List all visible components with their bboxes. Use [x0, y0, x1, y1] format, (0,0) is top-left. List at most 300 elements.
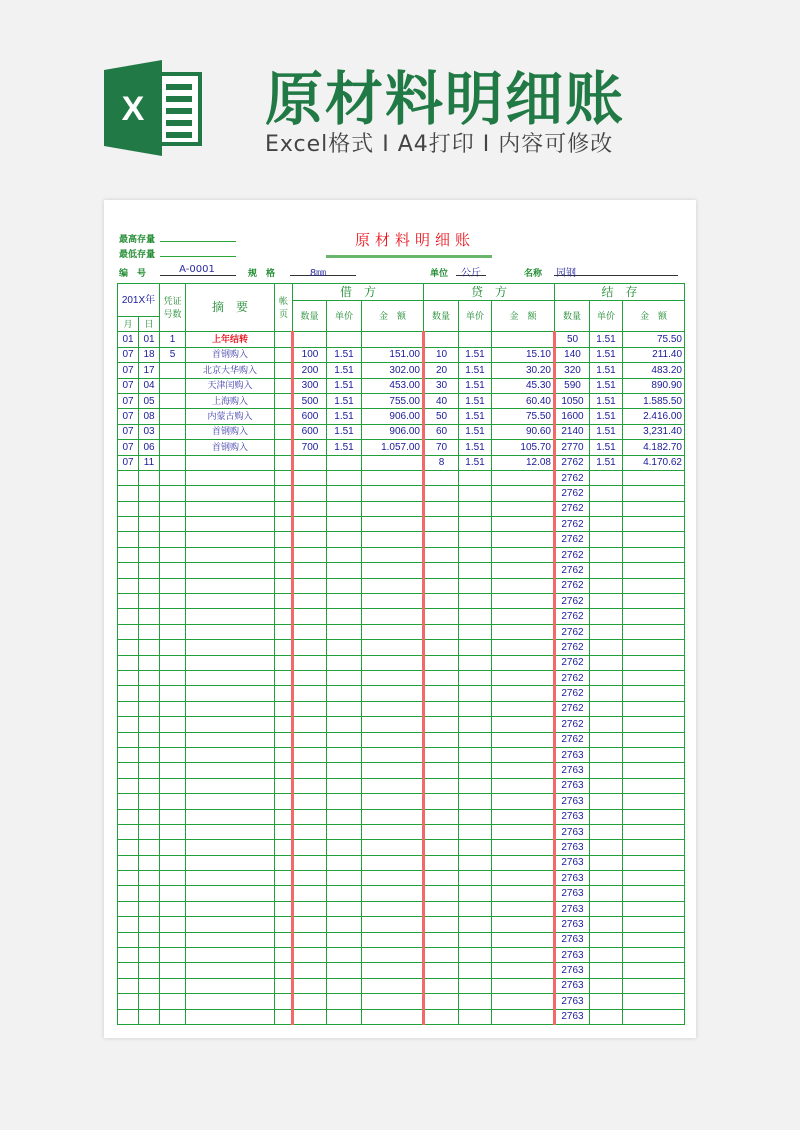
- cell-debit-amount[interactable]: 906.00: [362, 409, 424, 424]
- cell-month[interactable]: [118, 594, 139, 609]
- cell-summary[interactable]: [186, 624, 275, 639]
- cell-voucher[interactable]: [160, 686, 186, 701]
- cell-credit-amount[interactable]: [492, 871, 555, 886]
- cell-credit-amount[interactable]: [492, 948, 555, 963]
- cell-month[interactable]: [118, 532, 139, 547]
- cell-credit-qty[interactable]: [424, 578, 459, 593]
- cell-debit-qty[interactable]: [293, 455, 327, 470]
- cell-page[interactable]: [275, 655, 293, 670]
- cell-balance-price[interactable]: [590, 886, 623, 901]
- cell-balance-price[interactable]: [590, 578, 623, 593]
- cell-day[interactable]: 03: [139, 424, 160, 439]
- cell-balance-qty[interactable]: 2140: [555, 424, 590, 439]
- cell-month[interactable]: [118, 501, 139, 516]
- cell-summary[interactable]: [186, 501, 275, 516]
- cell-debit-qty[interactable]: 200: [293, 363, 327, 378]
- cell-credit-amount[interactable]: 90.60: [492, 424, 555, 439]
- cell-voucher[interactable]: [160, 747, 186, 762]
- cell-debit-amount[interactable]: [362, 532, 424, 547]
- cell-balance-amount[interactable]: 2.416.00: [623, 409, 685, 424]
- cell-summary[interactable]: [186, 1009, 275, 1024]
- cell-summary[interactable]: [186, 470, 275, 485]
- cell-day[interactable]: 18: [139, 347, 160, 362]
- cell-voucher[interactable]: 1: [160, 332, 186, 347]
- cell-balance-price[interactable]: [590, 963, 623, 978]
- cell-balance-amount[interactable]: [623, 670, 685, 685]
- cell-debit-price[interactable]: [327, 963, 362, 978]
- cell-balance-qty[interactable]: 1600: [555, 409, 590, 424]
- cell-credit-qty[interactable]: 70: [424, 440, 459, 455]
- cell-debit-price[interactable]: 1.51: [327, 409, 362, 424]
- cell-credit-price[interactable]: [459, 978, 492, 993]
- cell-balance-amount[interactable]: [623, 886, 685, 901]
- cell-credit-amount[interactable]: [492, 717, 555, 732]
- cell-summary[interactable]: [186, 594, 275, 609]
- cell-summary[interactable]: [186, 532, 275, 547]
- cell-balance-qty[interactable]: 2762: [555, 732, 590, 747]
- cell-voucher[interactable]: [160, 440, 186, 455]
- cell-day[interactable]: 04: [139, 378, 160, 393]
- cell-debit-amount[interactable]: [362, 901, 424, 916]
- cell-summary[interactable]: [186, 609, 275, 624]
- cell-summary[interactable]: [186, 563, 275, 578]
- cell-voucher[interactable]: [160, 932, 186, 947]
- cell-day[interactable]: 11: [139, 455, 160, 470]
- cell-day[interactable]: [139, 932, 160, 947]
- cell-balance-price[interactable]: [590, 640, 623, 655]
- cell-debit-amount[interactable]: [362, 655, 424, 670]
- cell-credit-amount[interactable]: [492, 855, 555, 870]
- cell-credit-price[interactable]: [459, 686, 492, 701]
- cell-page[interactable]: [275, 963, 293, 978]
- cell-balance-amount[interactable]: [623, 717, 685, 732]
- cell-credit-price[interactable]: 1.51: [459, 363, 492, 378]
- cell-summary[interactable]: 上海购入: [186, 393, 275, 408]
- cell-debit-amount[interactable]: [362, 824, 424, 839]
- cell-balance-qty[interactable]: 590: [555, 378, 590, 393]
- cell-credit-amount[interactable]: [492, 901, 555, 916]
- cell-voucher[interactable]: [160, 901, 186, 916]
- cell-day[interactable]: [139, 840, 160, 855]
- cell-balance-amount[interactable]: 211.40: [623, 347, 685, 362]
- cell-debit-price[interactable]: [327, 501, 362, 516]
- cell-page[interactable]: [275, 917, 293, 932]
- cell-balance-qty[interactable]: 2762: [555, 670, 590, 685]
- cell-debit-qty[interactable]: [293, 501, 327, 516]
- cell-debit-qty[interactable]: [293, 824, 327, 839]
- cell-debit-price[interactable]: [327, 609, 362, 624]
- cell-debit-amount[interactable]: [362, 517, 424, 532]
- cell-summary[interactable]: [186, 655, 275, 670]
- cell-summary[interactable]: [186, 917, 275, 932]
- cell-debit-price[interactable]: [327, 932, 362, 947]
- cell-balance-qty[interactable]: 2762: [555, 717, 590, 732]
- cell-debit-amount[interactable]: [362, 978, 424, 993]
- cell-debit-price[interactable]: [327, 901, 362, 916]
- cell-debit-amount[interactable]: [362, 855, 424, 870]
- cell-debit-amount[interactable]: [362, 701, 424, 716]
- cell-month[interactable]: 07: [118, 424, 139, 439]
- cell-credit-price[interactable]: [459, 732, 492, 747]
- cell-page[interactable]: [275, 948, 293, 963]
- cell-page[interactable]: [275, 547, 293, 562]
- cell-month[interactable]: [118, 855, 139, 870]
- cell-page[interactable]: [275, 717, 293, 732]
- cell-summary[interactable]: [186, 717, 275, 732]
- cell-day[interactable]: 05: [139, 393, 160, 408]
- cell-balance-qty[interactable]: 2763: [555, 917, 590, 932]
- cell-voucher[interactable]: [160, 978, 186, 993]
- cell-credit-amount[interactable]: [492, 655, 555, 670]
- cell-balance-amount[interactable]: 483.20: [623, 363, 685, 378]
- cell-voucher[interactable]: [160, 871, 186, 886]
- cell-debit-amount[interactable]: [362, 717, 424, 732]
- cell-debit-qty[interactable]: [293, 670, 327, 685]
- cell-credit-amount[interactable]: [492, 701, 555, 716]
- cell-voucher[interactable]: [160, 809, 186, 824]
- cell-balance-amount[interactable]: [623, 1009, 685, 1024]
- cell-balance-qty[interactable]: 2763: [555, 978, 590, 993]
- cell-summary[interactable]: [186, 778, 275, 793]
- cell-voucher[interactable]: [160, 594, 186, 609]
- cell-debit-amount[interactable]: 453.00: [362, 378, 424, 393]
- cell-debit-amount[interactable]: 1.057.00: [362, 440, 424, 455]
- cell-credit-qty[interactable]: [424, 794, 459, 809]
- cell-page[interactable]: [275, 393, 293, 408]
- cell-debit-price[interactable]: 1.51: [327, 440, 362, 455]
- cell-credit-amount[interactable]: [492, 778, 555, 793]
- cell-credit-qty[interactable]: [424, 778, 459, 793]
- cell-credit-price[interactable]: [459, 563, 492, 578]
- cell-voucher[interactable]: [160, 455, 186, 470]
- cell-summary[interactable]: [186, 517, 275, 532]
- cell-summary[interactable]: [186, 932, 275, 947]
- cell-page[interactable]: [275, 871, 293, 886]
- cell-balance-qty[interactable]: 140: [555, 347, 590, 362]
- cell-balance-price[interactable]: 1.51: [590, 424, 623, 439]
- cell-voucher[interactable]: [160, 717, 186, 732]
- cell-balance-price[interactable]: [590, 470, 623, 485]
- cell-month[interactable]: [118, 948, 139, 963]
- cell-voucher[interactable]: [160, 563, 186, 578]
- cell-page[interactable]: [275, 424, 293, 439]
- cell-balance-price[interactable]: [590, 994, 623, 1009]
- cell-page[interactable]: [275, 624, 293, 639]
- cell-month[interactable]: [118, 763, 139, 778]
- cell-balance-amount[interactable]: [623, 594, 685, 609]
- cell-balance-amount[interactable]: [623, 963, 685, 978]
- cell-summary[interactable]: [186, 455, 275, 470]
- cell-page[interactable]: [275, 347, 293, 362]
- cell-debit-amount[interactable]: [362, 917, 424, 932]
- cell-debit-price[interactable]: [327, 717, 362, 732]
- cell-day[interactable]: [139, 948, 160, 963]
- cell-credit-amount[interactable]: 105.70: [492, 440, 555, 455]
- cell-credit-amount[interactable]: 45.30: [492, 378, 555, 393]
- cell-debit-amount[interactable]: [362, 809, 424, 824]
- cell-debit-price[interactable]: [327, 486, 362, 501]
- cell-balance-qty[interactable]: 2762: [555, 517, 590, 532]
- cell-credit-price[interactable]: [459, 840, 492, 855]
- cell-credit-amount[interactable]: [492, 1009, 555, 1024]
- cell-balance-price[interactable]: [590, 901, 623, 916]
- cell-balance-qty[interactable]: 2762: [555, 578, 590, 593]
- cell-month[interactable]: [118, 978, 139, 993]
- cell-page[interactable]: [275, 855, 293, 870]
- cell-day[interactable]: [139, 532, 160, 547]
- cell-page[interactable]: [275, 594, 293, 609]
- cell-balance-qty[interactable]: 2762: [555, 686, 590, 701]
- cell-debit-amount[interactable]: [362, 840, 424, 855]
- cell-debit-qty[interactable]: [293, 855, 327, 870]
- cell-balance-amount[interactable]: [623, 732, 685, 747]
- cell-credit-qty[interactable]: [424, 917, 459, 932]
- cell-debit-qty[interactable]: [293, 778, 327, 793]
- cell-debit-qty[interactable]: [293, 794, 327, 809]
- cell-credit-qty[interactable]: [424, 501, 459, 516]
- cell-credit-price[interactable]: [459, 901, 492, 916]
- cell-debit-qty[interactable]: [293, 932, 327, 947]
- cell-balance-amount[interactable]: [623, 578, 685, 593]
- cell-page[interactable]: [275, 455, 293, 470]
- cell-balance-price[interactable]: [590, 670, 623, 685]
- cell-page[interactable]: [275, 686, 293, 701]
- cell-balance-price[interactable]: [590, 778, 623, 793]
- cell-credit-qty[interactable]: [424, 855, 459, 870]
- cell-credit-amount[interactable]: [492, 578, 555, 593]
- cell-voucher[interactable]: [160, 763, 186, 778]
- cell-credit-qty[interactable]: [424, 609, 459, 624]
- cell-credit-qty[interactable]: 50: [424, 409, 459, 424]
- cell-credit-qty[interactable]: 20: [424, 363, 459, 378]
- cell-summary[interactable]: 天津闰购入: [186, 378, 275, 393]
- cell-balance-qty[interactable]: 320: [555, 363, 590, 378]
- cell-day[interactable]: [139, 732, 160, 747]
- cell-debit-price[interactable]: [327, 701, 362, 716]
- cell-month[interactable]: 07: [118, 393, 139, 408]
- cell-credit-amount[interactable]: [492, 747, 555, 762]
- cell-page[interactable]: [275, 517, 293, 532]
- cell-credit-qty[interactable]: [424, 717, 459, 732]
- cell-credit-price[interactable]: [459, 1009, 492, 1024]
- cell-credit-amount[interactable]: [492, 332, 555, 347]
- cell-day[interactable]: [139, 686, 160, 701]
- cell-credit-qty[interactable]: [424, 886, 459, 901]
- cell-debit-qty[interactable]: [293, 840, 327, 855]
- cell-summary[interactable]: [186, 763, 275, 778]
- cell-debit-qty[interactable]: [293, 978, 327, 993]
- cell-credit-price[interactable]: [459, 594, 492, 609]
- cell-page[interactable]: [275, 794, 293, 809]
- cell-summary[interactable]: [186, 747, 275, 762]
- cell-balance-price[interactable]: [590, 932, 623, 947]
- cell-credit-price[interactable]: [459, 778, 492, 793]
- cell-credit-qty[interactable]: [424, 486, 459, 501]
- cell-month[interactable]: [118, 794, 139, 809]
- cell-debit-qty[interactable]: [293, 701, 327, 716]
- cell-day[interactable]: [139, 871, 160, 886]
- cell-debit-price[interactable]: [327, 978, 362, 993]
- cell-balance-qty[interactable]: 2763: [555, 932, 590, 947]
- cell-balance-amount[interactable]: 4.170.62: [623, 455, 685, 470]
- cell-debit-price[interactable]: [327, 886, 362, 901]
- cell-credit-amount[interactable]: [492, 563, 555, 578]
- cell-voucher[interactable]: [160, 624, 186, 639]
- cell-credit-amount[interactable]: 12.08: [492, 455, 555, 470]
- cell-page[interactable]: [275, 701, 293, 716]
- cell-credit-qty[interactable]: [424, 655, 459, 670]
- cell-summary[interactable]: [186, 886, 275, 901]
- cell-day[interactable]: [139, 763, 160, 778]
- cell-credit-amount[interactable]: [492, 824, 555, 839]
- cell-debit-qty[interactable]: [293, 948, 327, 963]
- cell-debit-amount[interactable]: [362, 547, 424, 562]
- cell-credit-amount[interactable]: 60.40: [492, 393, 555, 408]
- cell-balance-price[interactable]: [590, 948, 623, 963]
- cell-credit-amount[interactable]: [492, 609, 555, 624]
- cell-page[interactable]: [275, 378, 293, 393]
- cell-debit-qty[interactable]: [293, 1009, 327, 1024]
- cell-summary[interactable]: [186, 670, 275, 685]
- cell-page[interactable]: [275, 578, 293, 593]
- cell-balance-qty[interactable]: 2763: [555, 809, 590, 824]
- cell-month[interactable]: [118, 517, 139, 532]
- cell-month[interactable]: [118, 624, 139, 639]
- cell-day[interactable]: [139, 655, 160, 670]
- cell-debit-amount[interactable]: [362, 1009, 424, 1024]
- cell-debit-amount[interactable]: [362, 778, 424, 793]
- cell-voucher[interactable]: [160, 886, 186, 901]
- cell-day[interactable]: [139, 886, 160, 901]
- cell-balance-amount[interactable]: [623, 994, 685, 1009]
- cell-day[interactable]: [139, 978, 160, 993]
- cell-credit-price[interactable]: [459, 717, 492, 732]
- cell-credit-price[interactable]: [459, 824, 492, 839]
- cell-month[interactable]: [118, 609, 139, 624]
- cell-day[interactable]: [139, 901, 160, 916]
- cell-debit-price[interactable]: [327, 994, 362, 1009]
- cell-page[interactable]: [275, 440, 293, 455]
- cell-balance-price[interactable]: [590, 855, 623, 870]
- cell-month[interactable]: 07: [118, 440, 139, 455]
- cell-balance-qty[interactable]: 2763: [555, 855, 590, 870]
- cell-credit-qty[interactable]: [424, 901, 459, 916]
- cell-credit-qty[interactable]: [424, 332, 459, 347]
- cell-debit-amount[interactable]: [362, 470, 424, 485]
- cell-credit-qty[interactable]: 60: [424, 424, 459, 439]
- cell-summary[interactable]: [186, 871, 275, 886]
- cell-day[interactable]: [139, 578, 160, 593]
- cell-balance-amount[interactable]: [623, 794, 685, 809]
- cell-credit-price[interactable]: [459, 886, 492, 901]
- cell-balance-qty[interactable]: 2762: [555, 470, 590, 485]
- cell-voucher[interactable]: [160, 378, 186, 393]
- cell-voucher[interactable]: [160, 917, 186, 932]
- cell-debit-amount[interactable]: 151.00: [362, 347, 424, 362]
- cell-balance-amount[interactable]: [623, 640, 685, 655]
- cell-credit-price[interactable]: [459, 809, 492, 824]
- cell-month[interactable]: [118, 655, 139, 670]
- cell-summary[interactable]: [186, 547, 275, 562]
- unit-value[interactable]: 公斤: [461, 268, 481, 279]
- cell-debit-amount[interactable]: [362, 486, 424, 501]
- cell-balance-amount[interactable]: [623, 809, 685, 824]
- cell-credit-qty[interactable]: [424, 532, 459, 547]
- cell-balance-price[interactable]: 1.51: [590, 347, 623, 362]
- cell-debit-price[interactable]: [327, 578, 362, 593]
- cell-balance-price[interactable]: [590, 763, 623, 778]
- cell-page[interactable]: [275, 670, 293, 685]
- cell-summary[interactable]: 内蒙古购入: [186, 409, 275, 424]
- cell-balance-price[interactable]: [590, 701, 623, 716]
- cell-balance-price[interactable]: [590, 794, 623, 809]
- cell-debit-qty[interactable]: [293, 332, 327, 347]
- cell-credit-price[interactable]: [459, 994, 492, 1009]
- cell-summary[interactable]: [186, 948, 275, 963]
- cell-credit-amount[interactable]: [492, 963, 555, 978]
- cell-month[interactable]: [118, 1009, 139, 1024]
- cell-balance-qty[interactable]: 1050: [555, 393, 590, 408]
- cell-page[interactable]: [275, 609, 293, 624]
- cell-credit-qty[interactable]: [424, 871, 459, 886]
- cell-summary[interactable]: [186, 840, 275, 855]
- cell-balance-qty[interactable]: 2762: [555, 624, 590, 639]
- cell-debit-qty[interactable]: [293, 886, 327, 901]
- cell-month[interactable]: [118, 994, 139, 1009]
- cell-balance-price[interactable]: [590, 917, 623, 932]
- cell-credit-qty[interactable]: [424, 732, 459, 747]
- cell-debit-amount[interactable]: 302.00: [362, 363, 424, 378]
- cell-credit-amount[interactable]: [492, 501, 555, 516]
- cell-balance-qty[interactable]: 2763: [555, 794, 590, 809]
- cell-voucher[interactable]: [160, 409, 186, 424]
- cell-voucher[interactable]: [160, 824, 186, 839]
- cell-balance-qty[interactable]: 2762: [555, 701, 590, 716]
- cell-credit-amount[interactable]: [492, 532, 555, 547]
- cell-month[interactable]: [118, 840, 139, 855]
- cell-credit-amount[interactable]: [492, 840, 555, 855]
- cell-day[interactable]: 08: [139, 409, 160, 424]
- cell-credit-qty[interactable]: [424, 948, 459, 963]
- cell-debit-amount[interactable]: [362, 594, 424, 609]
- cell-month[interactable]: [118, 578, 139, 593]
- cell-balance-qty[interactable]: 2763: [555, 763, 590, 778]
- cell-month[interactable]: [118, 917, 139, 932]
- cell-debit-amount[interactable]: [362, 763, 424, 778]
- cell-summary[interactable]: [186, 978, 275, 993]
- cell-page[interactable]: [275, 640, 293, 655]
- cell-month[interactable]: [118, 732, 139, 747]
- cell-voucher[interactable]: [160, 363, 186, 378]
- cell-debit-price[interactable]: [327, 855, 362, 870]
- cell-credit-qty[interactable]: [424, 978, 459, 993]
- cell-credit-price[interactable]: 1.51: [459, 409, 492, 424]
- code-value[interactable]: A-0001: [179, 264, 215, 275]
- cell-balance-price[interactable]: [590, 563, 623, 578]
- cell-credit-qty[interactable]: [424, 763, 459, 778]
- cell-credit-price[interactable]: [459, 640, 492, 655]
- cell-summary[interactable]: [186, 794, 275, 809]
- cell-voucher[interactable]: [160, 655, 186, 670]
- cell-credit-price[interactable]: 1.51: [459, 378, 492, 393]
- cell-balance-price[interactable]: [590, 809, 623, 824]
- cell-debit-price[interactable]: [327, 655, 362, 670]
- cell-debit-qty[interactable]: 600: [293, 424, 327, 439]
- cell-debit-amount[interactable]: [362, 994, 424, 1009]
- cell-balance-price[interactable]: [590, 717, 623, 732]
- cell-credit-price[interactable]: 1.51: [459, 393, 492, 408]
- cell-credit-qty[interactable]: [424, 824, 459, 839]
